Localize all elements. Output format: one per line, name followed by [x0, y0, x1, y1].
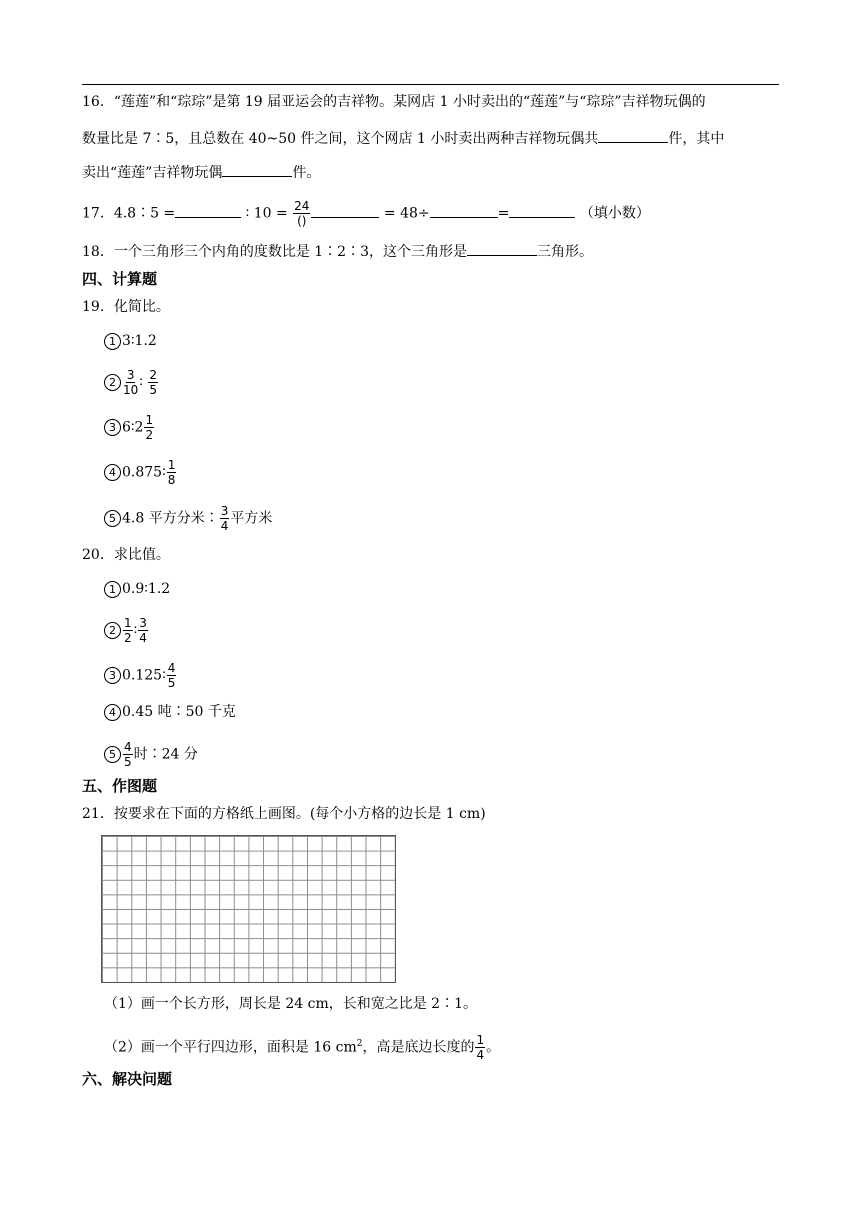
- header-rule: [82, 84, 779, 85]
- q19-item-5: 5 4.8 平方分米∶ $\frac{3}{4}$ 平方米: [104, 505, 272, 532]
- circled-number: 5: [104, 746, 121, 763]
- answer-blank[interactable]: [430, 202, 498, 218]
- q16-line1: 16．“莲莲”和“琮琮”是第 19 届亚运会的吉祥物。某网店 1 小时卖出的“莲莲”与“琮琮”吉祥物玩偶的: [82, 94, 706, 110]
- fraction: $\frac{24}{()}$: [294, 199, 310, 228]
- circled-number: 3: [104, 419, 121, 436]
- grid-paper[interactable]: [101, 835, 396, 983]
- q19-title: 19．化简比。: [82, 299, 170, 315]
- fraction: $\frac{1}{2}$: [145, 413, 154, 442]
- circled-number: 1: [104, 333, 121, 350]
- fraction: $\frac{2}{5}$: [149, 368, 158, 397]
- q21-title: 21．按要求在下面的方格纸上画图。(每个小方格的边长是 1 cm): [82, 806, 486, 822]
- q19-item-1: 1 3∶1.2: [104, 331, 157, 351]
- q21-part-1: （1）画一个长方形，周长是 24 cm，长和宽之比是 2∶1。: [104, 996, 478, 1012]
- fraction: $\frac{1}{4}$: [476, 1033, 485, 1063]
- section-heading-4: 四、计算题: [82, 270, 158, 288]
- q20-item-2: 2 $\frac{1}{2}$ ∶ $\frac{3}{4}$: [104, 617, 149, 644]
- answer-blank[interactable]: [467, 240, 537, 256]
- q19-item-3: 3 6∶2 $\frac{1}{2}$: [104, 414, 155, 441]
- fraction: $\frac{1}{2}$: [124, 616, 132, 645]
- circled-number: 2: [104, 622, 121, 639]
- q20-item-4: 4 0.45 吨∶50 千克: [104, 702, 236, 722]
- q16-line3: 卖出“莲莲”吉祥物玩偶 件。: [82, 161, 320, 183]
- answer-blank[interactable]: [175, 202, 241, 218]
- circled-number: 1: [104, 581, 121, 598]
- circled-number: 4: [104, 704, 121, 721]
- circled-number: 2: [104, 374, 121, 391]
- fraction: $\frac{1}{8}$: [167, 458, 176, 487]
- q20-item-3: 3 0.125∶ $\frac{4}{5}$: [104, 662, 177, 689]
- q18-line: 18．一个三角形三个内角的度数比是 1∶2∶3，这个三角形是 三角形。: [82, 240, 593, 262]
- fraction: $\frac{3}{10}$: [123, 368, 139, 397]
- answer-blank[interactable]: [509, 202, 575, 218]
- q20-item-5: 5 $\frac{4}{5}$ 时∶24 分: [104, 741, 198, 768]
- q19-item-2: 2 $\frac{3}{10}$ ∶ $\frac{2}{5}$: [104, 369, 159, 396]
- section-heading-6: 六、解决问题: [82, 1070, 173, 1088]
- q17-line: 17．4.8∶5 = ∶ 10 = $\frac{24}{()}$ = 48÷ = （填小数）: [82, 199, 650, 228]
- fraction: $\frac{3}{4}$: [220, 504, 229, 533]
- q21-part-2: （2）画一个平行四边形，面积是 16 $cm^2$，高是底边长度的 $\frac{1}{4}$ 。: [104, 1033, 501, 1063]
- fraction: $\frac{4}{5}$: [167, 661, 176, 690]
- q16-line2: 数量比是 7∶5，且总数在 40~50 件之间，这个网店 1 小时卖出两种吉祥物玩偶共 件，其中: [82, 127, 724, 149]
- answer-blank[interactable]: [598, 127, 668, 143]
- fraction: $\frac{4}{5}$: [124, 740, 132, 769]
- circled-number: 5: [104, 510, 121, 527]
- answer-blank[interactable]: [222, 161, 292, 177]
- fraction: $\frac{3}{4}$: [139, 616, 147, 645]
- q20-title: 20．求比值。: [82, 547, 170, 563]
- circled-number: 3: [104, 667, 121, 684]
- section-heading-5: 五、作图题: [82, 777, 158, 795]
- answer-blank[interactable]: [311, 202, 379, 218]
- q19-item-4: 4 0.875∶ $\frac{1}{8}$: [104, 459, 177, 486]
- circled-number: 4: [104, 464, 121, 481]
- q20-item-1: 1 0.9∶1.2: [104, 579, 170, 599]
